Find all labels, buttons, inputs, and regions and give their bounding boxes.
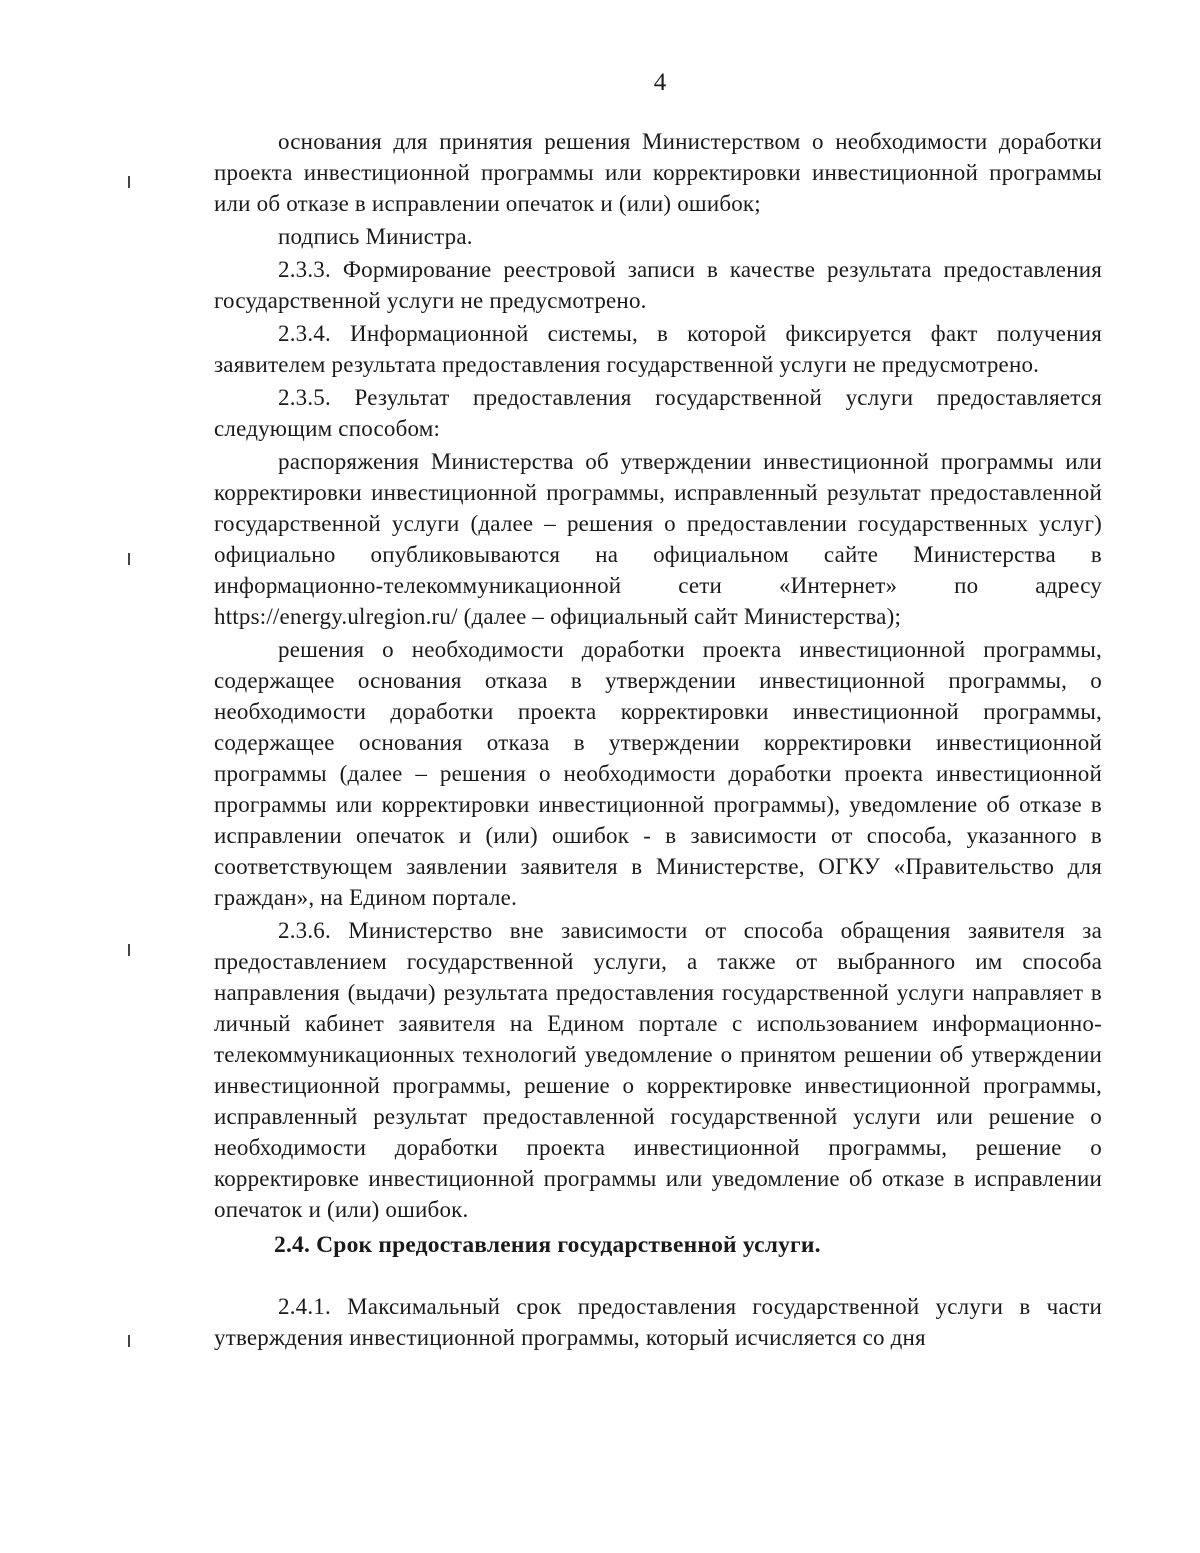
margin-mark bbox=[128, 1335, 130, 1347]
paragraph-signature: подпись Министра. bbox=[278, 224, 473, 249]
margin-mark bbox=[128, 944, 130, 956]
section-heading-2-4: 2.4. Срок предоставления государственной услуги. bbox=[274, 1232, 821, 1258]
paragraph-2-3-3: 2.3.3. Формирование реестровой записи в качестве результата предоставления государственной услуги не предусмотрено. bbox=[214, 257, 1102, 313]
page-number: 4 bbox=[653, 69, 667, 96]
section-gap bbox=[214, 1261, 1102, 1291]
margin-mark bbox=[128, 553, 130, 565]
paragraph-grounds: основания для принятия решения Министерством о необходимости доработки проекта инвестиционной программы или корректировки инвестиционной программы или об отказе в исправлении опечаток и (или) ошибок; bbox=[214, 129, 1102, 216]
paragraph-2-3-6: 2.3.6. Министерство вне зависимости от способа обращения заявителя за предоставлением государственной услуги, а также от выбранного им способа направления (выдачи) результата предоставления государственной услуги направляет в личный кабинет заявителя на Едином портале с использованием информационно-телекоммуникационных технологий уведомление о принятом решении об утверждении инвестиционной программы, решение о корректировке инвестиционной программы, исправленный результат предоставленной государственной услуги или решение о необходимости доработки проекта инвестиционной программы, решение о корректировке инвестиционной программы или уведомление об отказе в исправлении опечаток и (или) ошибок. bbox=[214, 918, 1102, 1222]
paragraph-2-4-1: 2.4.1. Максимальный срок предоставления государственной услуги в части утверждения инвестиционной программы, который исчисляется со дня bbox=[214, 1294, 1102, 1350]
paragraph-2-3-4: 2.3.4. Информационной системы, в которой фиксируется факт получения заявителем результата предоставления государственной услуги не предусмотрено. bbox=[214, 321, 1102, 377]
document-body bbox=[214, 126, 1102, 1353]
paragraph-2-3-5: 2.3.5. Результат предоставления государственной услуги предоставляется следующим способом: bbox=[214, 385, 1102, 441]
margin-mark bbox=[128, 176, 130, 188]
paragraph-decisions: решения о необходимости доработки проекта инвестиционной программы, содержащее основания отказа в утверждении инвестиционной программы, о необходимости доработки проекта корректировки инвестиционной программы, содержащее основания отказа в утверждении корректировки инвестиционной программы (далее – решения о необходимости доработки проекта инвестиционной программы или корректировки инвестиционной программы), уведомление об отказе в исправлении опечаток и (или) ошибок - в зависимости от способа, указанного в соответствующем заявлении заявителя в Министерстве, ОГКУ «Правительство для граждан», на Едином портале. bbox=[214, 637, 1102, 910]
paragraph-orders: распоряжения Министерства об утверждении инвестиционной программы или корректировки инвестиционной программы, исправленный результат предоставленной государственной услуги (далее – решения о предоставлении государственных услуг) официально опубликовываются на официальном сайте Министерства в информационно-телекоммуникационной сети «Интернет» по адресу https://energy.ulregion.ru/ (далее – официальный сайт Министерства); bbox=[214, 449, 1102, 629]
